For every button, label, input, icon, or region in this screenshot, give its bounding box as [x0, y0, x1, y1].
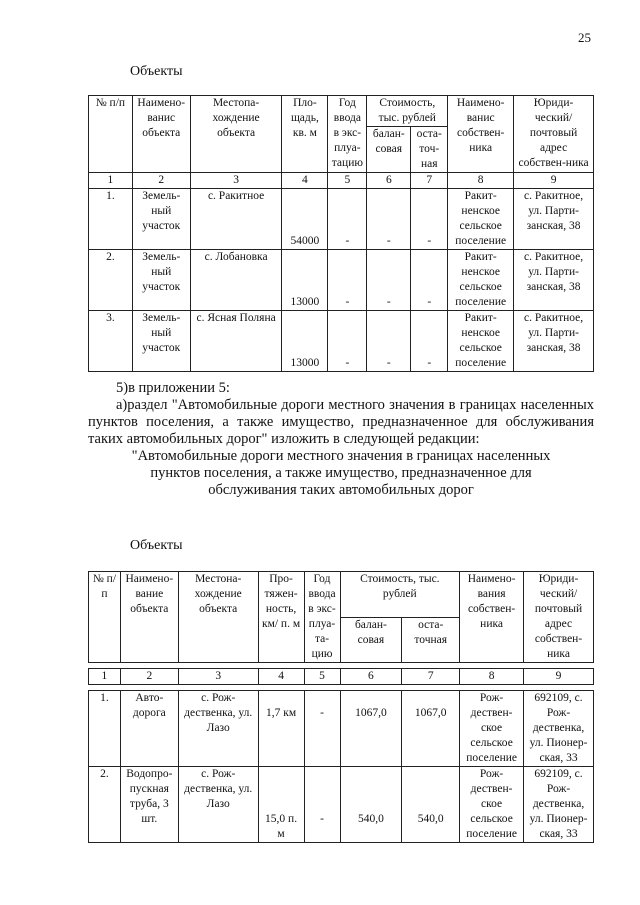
table-row — [89, 189, 594, 250]
column-number: 2 — [132, 173, 190, 189]
object-name: Земель-ный участок — [132, 189, 190, 250]
header-cell: оста-точная — [402, 617, 460, 663]
item-5: 5)в приложении 5: — [116, 380, 230, 396]
header-cell: балан-совая — [367, 127, 411, 173]
object-name: Земель-ный участок — [132, 311, 190, 372]
object-location: с. Рож-дественка, ул. Лазо — [178, 691, 258, 767]
residual-value: 540,0 — [402, 767, 460, 843]
object-location: с. Ракитное — [190, 189, 282, 250]
table-header-row — [89, 572, 594, 618]
table-header-row — [89, 96, 594, 127]
column-number: 5 — [304, 669, 340, 685]
column-number: 1 — [89, 669, 121, 685]
table-row — [89, 311, 594, 372]
owner-name: Ракит-ненское сельское поселение — [448, 311, 514, 372]
object-location: с. Рож-дественка, ул. Лазо — [178, 767, 258, 843]
objects-table-1 — [88, 95, 594, 372]
book-value: 1067,0 — [340, 691, 402, 767]
header-cell: Стоимость, тыс. рублей — [367, 96, 448, 127]
header-cell: Год ввода в экс-плуа-та-цию — [304, 572, 340, 663]
column-number-row — [89, 669, 594, 685]
row-number: 2. — [89, 767, 121, 843]
column-number: 7 — [402, 669, 460, 685]
quoted-title: "Автомобильные дороги местного значения в границах населенных пунктов поселения, а также имущество, предназначенное для обслуживания таких автомобильных дорог — [131, 448, 551, 498]
column-number: 6 — [367, 173, 411, 189]
residual-value: - — [411, 250, 448, 311]
header-cell: Наимено-ванис объекта — [132, 96, 190, 173]
residual-value: - — [411, 311, 448, 372]
row-number: 2. — [89, 250, 133, 311]
residual-value: 1067,0 — [402, 691, 460, 767]
book-value: - — [367, 189, 411, 250]
object-area: 13000 — [282, 250, 328, 311]
owner-address: с. Ракитное, ул. Парти-занская, 38 — [514, 189, 594, 250]
header-cell: № п/п — [89, 96, 133, 173]
commission-year: - — [304, 767, 340, 843]
column-number: 4 — [258, 669, 304, 685]
section-heading-1: Объекты — [130, 64, 183, 79]
column-number: 9 — [514, 173, 594, 189]
owner-name: Рож-дествен-ское сельское поселение — [460, 691, 524, 767]
column-number: 6 — [340, 669, 402, 685]
header-cell: Местопа-хождение объекта — [190, 96, 282, 173]
book-value: - — [367, 311, 411, 372]
row-number: 1. — [89, 189, 133, 250]
owner-name: Рож-дествен-ское сельское поселение — [460, 767, 524, 843]
section-heading-2: Объекты — [130, 538, 183, 553]
header-cell: Юриди-ческий/ почтовый адрес собствен-ника — [524, 572, 594, 663]
column-number: 4 — [282, 173, 328, 189]
commission-year: - — [328, 189, 367, 250]
table-row — [89, 767, 594, 843]
header-cell: Наимено-вание объекта — [120, 572, 178, 663]
owner-address: 692109, с. Рож-дественка, ул. Пионер-ская, 33 — [524, 767, 594, 843]
header-cell: Про-тяжен-ность, км/ п. м — [258, 572, 304, 663]
object-location: с. Лобановка — [190, 250, 282, 311]
owner-address: с. Ракитное, ул. Парти-занская, 38 — [514, 250, 594, 311]
column-number-row — [89, 173, 594, 189]
object-name: Водопро-пускная труба, 3 шт. — [120, 767, 178, 843]
header-cell: Год ввода в экс-плуа-тацию — [328, 96, 367, 173]
owner-address: с. Ракитное, ул. Парти-занская, 38 — [514, 311, 594, 372]
amendment-text — [88, 380, 594, 499]
object-length: 1,7 км — [258, 691, 304, 767]
header-cell: балан-совая — [340, 617, 402, 663]
column-number: 5 — [328, 173, 367, 189]
object-area: 54000 — [282, 189, 328, 250]
column-number: 3 — [178, 669, 258, 685]
column-number: 8 — [448, 173, 514, 189]
column-number: 9 — [524, 669, 594, 685]
owner-address: 692109, с. Рож-дественка, ул. Пионер-ская, 33 — [524, 691, 594, 767]
owner-name: Ракит-ненское сельское поселение — [448, 250, 514, 311]
object-length: 15,0 п. м — [258, 767, 304, 843]
column-number: 1 — [89, 173, 133, 189]
book-value: - — [367, 250, 411, 311]
object-location: с. Ясная Поляна — [190, 311, 282, 372]
header-cell: Юриди-ческий/ почтовый адрес собствен-ника — [514, 96, 594, 173]
column-number: 8 — [460, 669, 524, 685]
row-number: 1. — [89, 691, 121, 767]
table-row — [89, 691, 594, 767]
row-number: 3. — [89, 311, 133, 372]
object-name: Авто-дорога — [120, 691, 178, 767]
book-value: 540,0 — [340, 767, 402, 843]
header-cell: Стоимость, тыс. рублей — [340, 572, 460, 618]
header-cell: Наимено-вания собствен-ника — [460, 572, 524, 663]
header-cell: № п/п — [89, 572, 121, 663]
object-name: Земель-ный участок — [132, 250, 190, 311]
table-row — [89, 250, 594, 311]
commission-year: - — [328, 250, 367, 311]
paragraph-a: а)раздел "Автомобильные дороги местного значения в границах населенных пунктов поселения, а также имущество, предназначенное для обслуживания таких автомобильных дорог" изложить в следующей редакции: — [88, 397, 594, 447]
header-cell: Местона-хождение объекта — [178, 572, 258, 663]
header-cell: оста-точ-ная — [411, 127, 448, 173]
commission-year: - — [328, 311, 367, 372]
owner-name: Ракит-ненское сельское поселение — [448, 189, 514, 250]
object-area: 13000 — [282, 311, 328, 372]
header-cell: Пло-щадь, кв. м — [282, 96, 328, 173]
page-number: 25 — [578, 30, 591, 45]
column-number: 7 — [411, 173, 448, 189]
commission-year: - — [304, 691, 340, 767]
column-number: 3 — [190, 173, 282, 189]
objects-table-2 — [88, 571, 594, 843]
residual-value: - — [411, 189, 448, 250]
header-cell: Наимено-ванис собствен-ника — [448, 96, 514, 173]
column-number: 2 — [120, 669, 178, 685]
